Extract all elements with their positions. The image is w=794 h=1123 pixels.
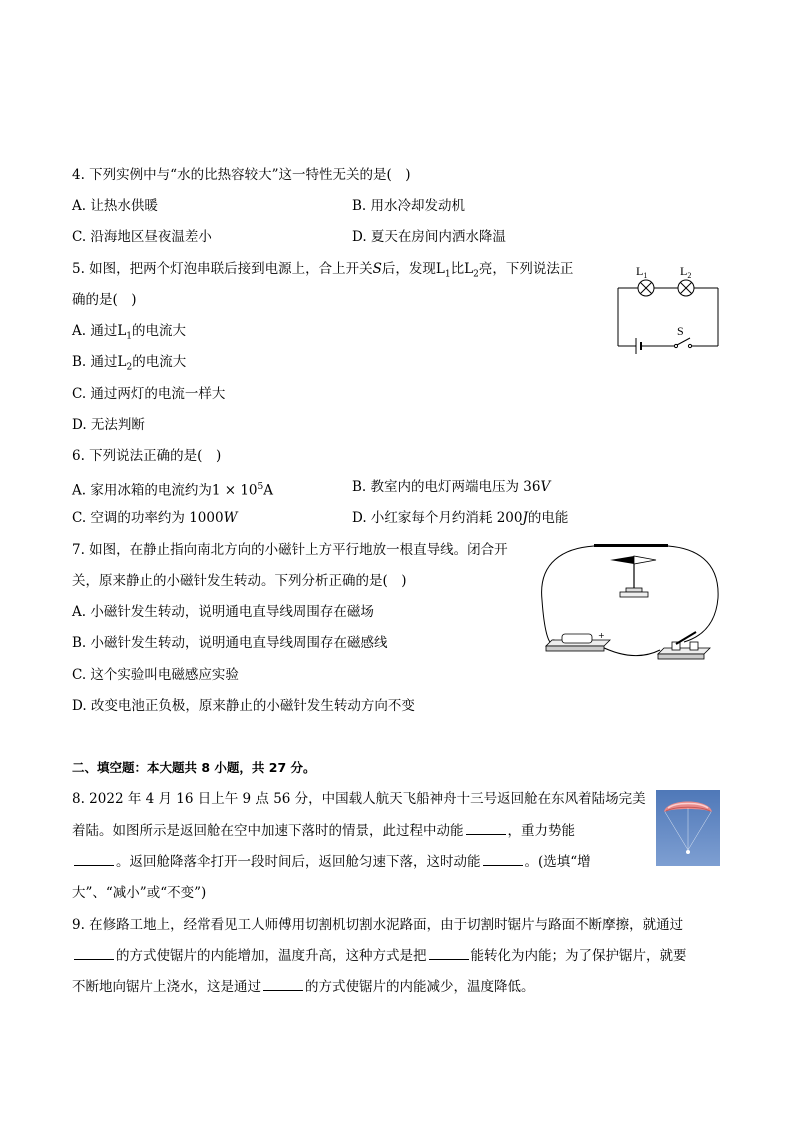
lamp-l2-label: $L_2$ — [680, 264, 692, 280]
parachute-photo — [656, 790, 720, 866]
lamp-l1-label: $L_1$ — [636, 264, 648, 280]
q5-option-a: A. 通过$L_1$的电流大 — [72, 323, 187, 342]
q7-option-d: D. 改变电池正负极，原来静止的小磁针发生转动方向不变 — [72, 698, 415, 714]
q6-option-c: C. 空调的功率约为 1000W — [72, 510, 238, 526]
q7-stem: 7. 如图，在静止指向南北方向的小磁针上方平行地放一根直导线。闭合开 — [72, 542, 508, 558]
battery-icon — [636, 338, 641, 354]
q9-line-1: 9. 在修路工地上，经常看见工人师傅用切割机切割水泥路面，由于切割时锯片与路面不断摩擦，就通过 — [72, 917, 684, 933]
section-2-title: 二、填空题：本大题共 8 小题，共 27 分。 — [72, 760, 316, 775]
q6-stem: 6. 下列说法正确的是( ) — [72, 448, 222, 464]
q9-blank-1[interactable] — [74, 947, 114, 960]
q8-line-3: 。返回舱降落伞打开一段时间后，返回舱匀速下落，这时动能 。(选填“增 — [72, 853, 591, 871]
q9-blank-2[interactable] — [429, 947, 469, 960]
svg-text:+: + — [598, 631, 605, 640]
straight-wire-icon — [594, 544, 668, 547]
q8-line-2: 着陆。如图所示是返回舱在空中加速下落时的情景，此过程中动能 ，重力势能 — [72, 823, 575, 839]
q9-blank-3[interactable] — [263, 978, 303, 991]
q6-option-d: D. 小红家每个月约消耗 200J的电能 — [352, 510, 569, 526]
q9-line-3: 不断地向锯片上浇水，这是通过 的方式使锯片的内能减少，温度降低。 — [72, 979, 535, 995]
q8-line-4: 大”、“减小”或“不变”) — [72, 885, 207, 901]
q5-option-c: C. 通过两灯的电流一样大 — [72, 386, 226, 402]
q4-option-d: D. 夏天在房间内洒水降温 — [352, 229, 506, 245]
switch-label: S — [677, 324, 684, 338]
q7-option-a: A. 小磁针发生转动，说明通电直导线周围存在磁场 — [72, 604, 374, 620]
compass-needle-icon — [610, 556, 656, 597]
q4-option-c: C. 沿海地区昼夜温差小 — [72, 229, 212, 245]
battery-holder-icon — [546, 631, 610, 651]
q5-option-b: B. 通过$L_2$的电流大 — [72, 354, 187, 373]
switch-icon — [674, 338, 691, 348]
q8-line-1: 8. 2022 年 4 月 16 日上午 9 点 56 分，中国载人航天飞船神舟十三号返回舱在东风着陆场完美 — [72, 791, 646, 807]
q5-stem: 5. 如图，把两个灯泡串联后接到电源上，合上开关S后，发现$L_1$比$L_2$亮，下列说法正 — [72, 261, 574, 280]
oersted-experiment-diagram — [534, 538, 724, 666]
q4-stem: 4. 下列实例中与“水的比热容较大”这一特性无关的是( ) — [72, 167, 411, 183]
q4-option-a: A. 让热水供暖 — [72, 198, 158, 214]
q8-blank-2[interactable] — [74, 853, 114, 866]
q5-option-d: D. 无法判断 — [72, 417, 145, 433]
q9-line-2: 的方式使锯片的内能增加，温度升高，这种方式是把 能转化为内能；为了保护锯片，就要 — [72, 947, 687, 965]
lamp-l1-icon — [638, 280, 654, 296]
q5-stem-line2: 确的是( ) — [72, 292, 137, 308]
return-capsule-icon — [686, 850, 690, 854]
knife-switch-icon — [658, 632, 710, 659]
q8-blank-1[interactable] — [466, 822, 506, 835]
q8-blank-3[interactable] — [483, 853, 523, 866]
series-circuit-diagram — [612, 258, 724, 354]
q6-option-a: A. 家用冰箱的电流约为$1 \times 10^5A$ — [72, 482, 273, 499]
q4-option-b: B. 用水冷却发动机 — [352, 198, 466, 214]
q7-option-b: B. 小磁针发生转动，说明通电直导线周围存在磁感线 — [72, 635, 388, 651]
q6-option-b: B. 教室内的电灯两端电压为 36V — [352, 479, 551, 495]
lamp-l2-icon — [678, 280, 694, 296]
q7-stem-line2: 关，原来静止的小磁针发生转动。下列分析正确的是( ) — [72, 573, 407, 589]
svg-text:-: - — [552, 635, 555, 644]
q7-option-c: C. 这个实验叫电磁感应实验 — [72, 667, 239, 683]
